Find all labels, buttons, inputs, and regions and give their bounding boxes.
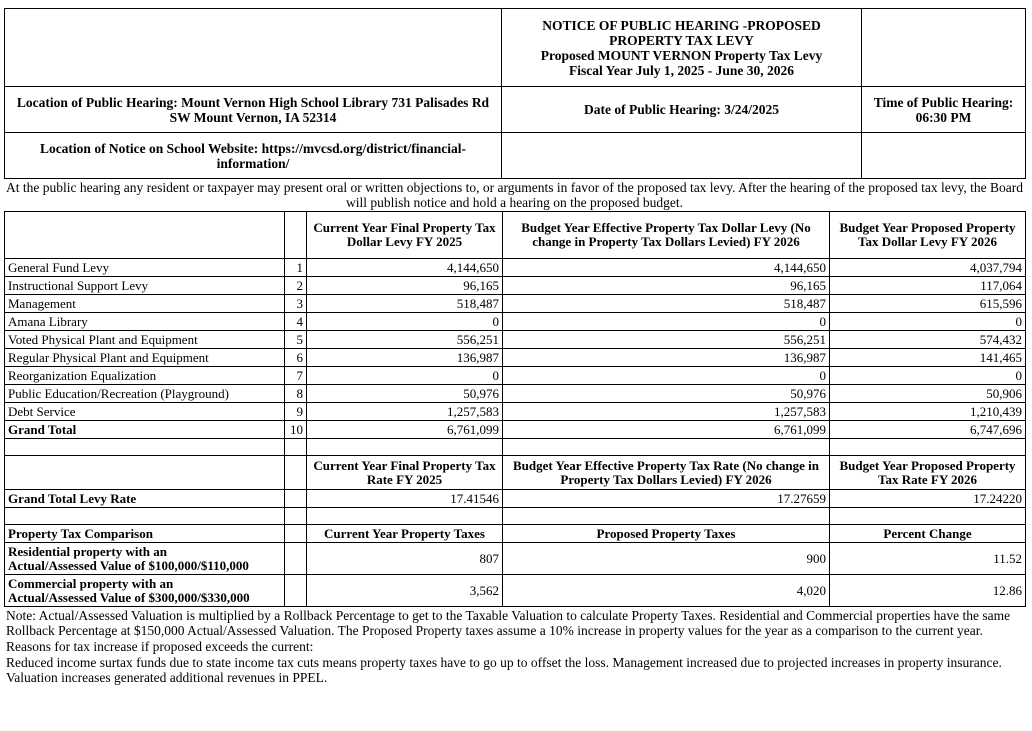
spacer-row (5, 508, 1026, 525)
levy-proposed: 0 (830, 313, 1026, 331)
intro-paragraph: At the public hearing any resident or taxpayer may present oral or written objections to, or arguments in favor of the proposed tax levy. After the hearing of the proposed tax levy, the Board will publish notice and hold a hearing on the proposed budget. (6, 180, 1023, 210)
levy-current: 136,987 (307, 349, 503, 367)
table-row (5, 295, 1026, 313)
col-proposed-levy: Budget Year Proposed Property Tax Dollar Levy FY 2026 (830, 212, 1026, 259)
col-effective-rate: Budget Year Effective Property Tax Rate (No change in Property Tax Dollars Levied) FY 2026 (503, 456, 830, 490)
levy-effective: 50,976 (503, 385, 830, 403)
notice-website-text: Location of Notice on School Website: https://mvcsd.org/district/financial-information/ (39, 140, 467, 171)
levy-effective: 0 (503, 367, 830, 385)
table-row (5, 277, 1026, 295)
levy-effective: 4,144,650 (503, 259, 830, 277)
levy-column-headers (5, 212, 1026, 259)
levy-effective: 136,987 (503, 349, 830, 367)
levy-label: Voted Physical Plant and Equipment (5, 331, 285, 349)
levy-label: Management (5, 295, 285, 313)
col-proposed-rate: Budget Year Proposed Property Tax Rate FY 2026 (830, 456, 1026, 490)
hearing-date-text: Date of Public Hearing: 3/24/2025 (584, 102, 779, 117)
table-row (5, 313, 1026, 331)
hearing-location-text: Location of Public Hearing: Mount Vernon High School Library 731 Palisades Rd SW Mount Vernon, IA 52314 (16, 94, 490, 125)
levy-rate-proposed: 17.24220 (830, 490, 1026, 508)
levy-effective: 96,165 (503, 277, 830, 295)
col-current-rate: Current Year Final Property Tax Rate FY 2025 (307, 456, 503, 490)
levy-current: 96,165 (307, 277, 503, 295)
comparison-current: 3,562 (307, 575, 503, 607)
table-row (5, 385, 1026, 403)
comparison-proposed: 900 (503, 543, 830, 575)
levy-num: 8 (285, 385, 307, 403)
levy-effective: 556,251 (503, 331, 830, 349)
notice-title-line1: NOTICE OF PUBLIC HEARING -PROPOSED (542, 17, 821, 33)
levy-num: 4 (285, 313, 307, 331)
comparison-label-line1: Residential property with an (8, 543, 168, 559)
levy-label: Instructional Support Levy (5, 277, 285, 295)
levy-rate-effective: 17.27659 (503, 490, 830, 508)
comparison-change: 11.52 (830, 543, 1026, 575)
levy-label: Amana Library (5, 313, 285, 331)
levy-proposed: 50,906 (830, 385, 1026, 403)
levy-label: General Fund Levy (5, 259, 285, 277)
levy-num: 3 (285, 295, 307, 313)
levy-proposed: 117,064 (830, 277, 1026, 295)
table-row (5, 403, 1026, 421)
levy-current: 0 (307, 367, 503, 385)
levy-num: 9 (285, 403, 307, 421)
blank-cell (285, 575, 307, 607)
header-blank-cell (5, 9, 502, 87)
header-blank-cell (862, 133, 1026, 179)
reasons-text: Reduced income surtax funds due to state income tax cuts means property taxes have to go up to offset the loss. Management increased due to projected increases in property insurance. Valuation increases generated additional revenues in PPEL. (6, 655, 1002, 685)
levy-num: 7 (285, 367, 307, 385)
levy-current: 4,144,650 (307, 259, 503, 277)
col-current-taxes: Current Year Property Taxes (307, 525, 503, 543)
col-percent-change: Percent Change (830, 525, 1026, 543)
levy-proposed: 141,465 (830, 349, 1026, 367)
table-row (5, 349, 1026, 367)
notice-website-location (5, 133, 502, 179)
table-row (5, 331, 1026, 349)
levy-current: 50,976 (307, 385, 503, 403)
valuation-note: Note: Actual/Assessed Valuation is multiplied by a Rollback Percentage to get to the Taxable Valuation to calculate Property Taxes. Residential and Commercial properties have the same Rollback Percentage at $150,000 Actual/Assessed Valuation. The Proposed Property taxes assume a 10% increase in property values for the year as a comparison to the current year. (6, 608, 1011, 638)
levy-num: 1 (285, 259, 307, 277)
col-comparison-label: Property Tax Comparison (5, 525, 285, 543)
blank-cell (285, 543, 307, 575)
blank-header-cell (5, 212, 285, 259)
comparison-column-headers (5, 525, 1026, 543)
comparison-label (5, 543, 285, 575)
levy-num: 6 (285, 349, 307, 367)
levy-label: Reorganization Equalization (5, 367, 285, 385)
grand-total-row (5, 421, 1026, 439)
reasons-heading: Reasons for tax increase if proposed exceeds the current: (6, 639, 314, 654)
header-blank-cell (502, 133, 862, 179)
notice-title (502, 9, 862, 87)
levy-rate-label: Grand Total Levy Rate (5, 490, 285, 508)
comparison-current: 807 (307, 543, 503, 575)
hearing-time (862, 87, 1026, 133)
levy-effective: 0 (503, 313, 830, 331)
levy-effective: 518,487 (503, 295, 830, 313)
grand-total-num: 10 (285, 421, 307, 439)
blank-cell (285, 490, 307, 508)
levy-effective: 1,257,583 (503, 403, 830, 421)
levy-proposed: 1,210,439 (830, 403, 1026, 421)
levy-label: Debt Service (5, 403, 285, 421)
grand-total-label: Grand Total (5, 421, 285, 439)
blank-header-cell (285, 525, 307, 543)
levy-current: 556,251 (307, 331, 503, 349)
comparison-label-line1: Commercial property with an (8, 575, 174, 591)
levy-proposed: 4,037,794 (830, 259, 1026, 277)
levy-proposed: 574,432 (830, 331, 1026, 349)
col-proposed-taxes: Proposed Property Taxes (503, 525, 830, 543)
hearing-location (5, 87, 502, 133)
levy-label: Public Education/Recreation (Playground) (5, 385, 285, 403)
comparison-label (5, 575, 285, 607)
levy-current: 518,487 (307, 295, 503, 313)
hearing-time-text: Time of Public Hearing: 06:30 PM (873, 94, 1014, 125)
col-current-levy: Current Year Final Property Tax Dollar Levy FY 2025 (307, 212, 503, 259)
table-row (5, 543, 1026, 575)
levy-current: 1,257,583 (307, 403, 503, 421)
header-blank-cell (862, 9, 1026, 87)
notice-title-line4: Fiscal Year July 1, 2025 - June 30, 2026 (569, 62, 794, 78)
levy-rate-current: 17.41546 (307, 490, 503, 508)
hearing-date (502, 87, 862, 133)
grand-total-effective: 6,761,099 (503, 421, 830, 439)
rate-column-headers (5, 456, 1026, 490)
blank-header-cell (5, 456, 285, 490)
levy-rate-row (5, 490, 1026, 508)
table-row (5, 575, 1026, 607)
table-row (5, 367, 1026, 385)
comparison-proposed: 4,020 (503, 575, 830, 607)
grand-total-proposed: 6,747,696 (830, 421, 1026, 439)
comparison-label-line2: Actual/Assessed Value of $100,000/$110,000 (8, 557, 249, 573)
levy-table (4, 211, 1026, 607)
levy-num: 5 (285, 331, 307, 349)
levy-proposed: 0 (830, 367, 1026, 385)
levy-label: Regular Physical Plant and Equipment (5, 349, 285, 367)
levy-proposed: 615,596 (830, 295, 1026, 313)
notice-title-line3: Proposed MOUNT VERNON Property Tax Levy (540, 47, 823, 63)
spacer-row (5, 439, 1026, 456)
blank-header-cell (285, 212, 307, 259)
blank-header-cell (285, 456, 307, 490)
col-effective-levy: Budget Year Effective Property Tax Dollar Levy (No change in Property Tax Dollars Levied) FY 2026 (503, 212, 830, 259)
comparison-change: 12.86 (830, 575, 1026, 607)
notice-header-table (4, 8, 1026, 179)
table-row (5, 259, 1026, 277)
grand-total-current: 6,761,099 (307, 421, 503, 439)
notice-title-line2: PROPERTY TAX LEVY (609, 32, 754, 48)
comparison-label-line2: Actual/Assessed Value of $300,000/$330,000 (8, 589, 250, 605)
levy-current: 0 (307, 313, 503, 331)
levy-num: 2 (285, 277, 307, 295)
